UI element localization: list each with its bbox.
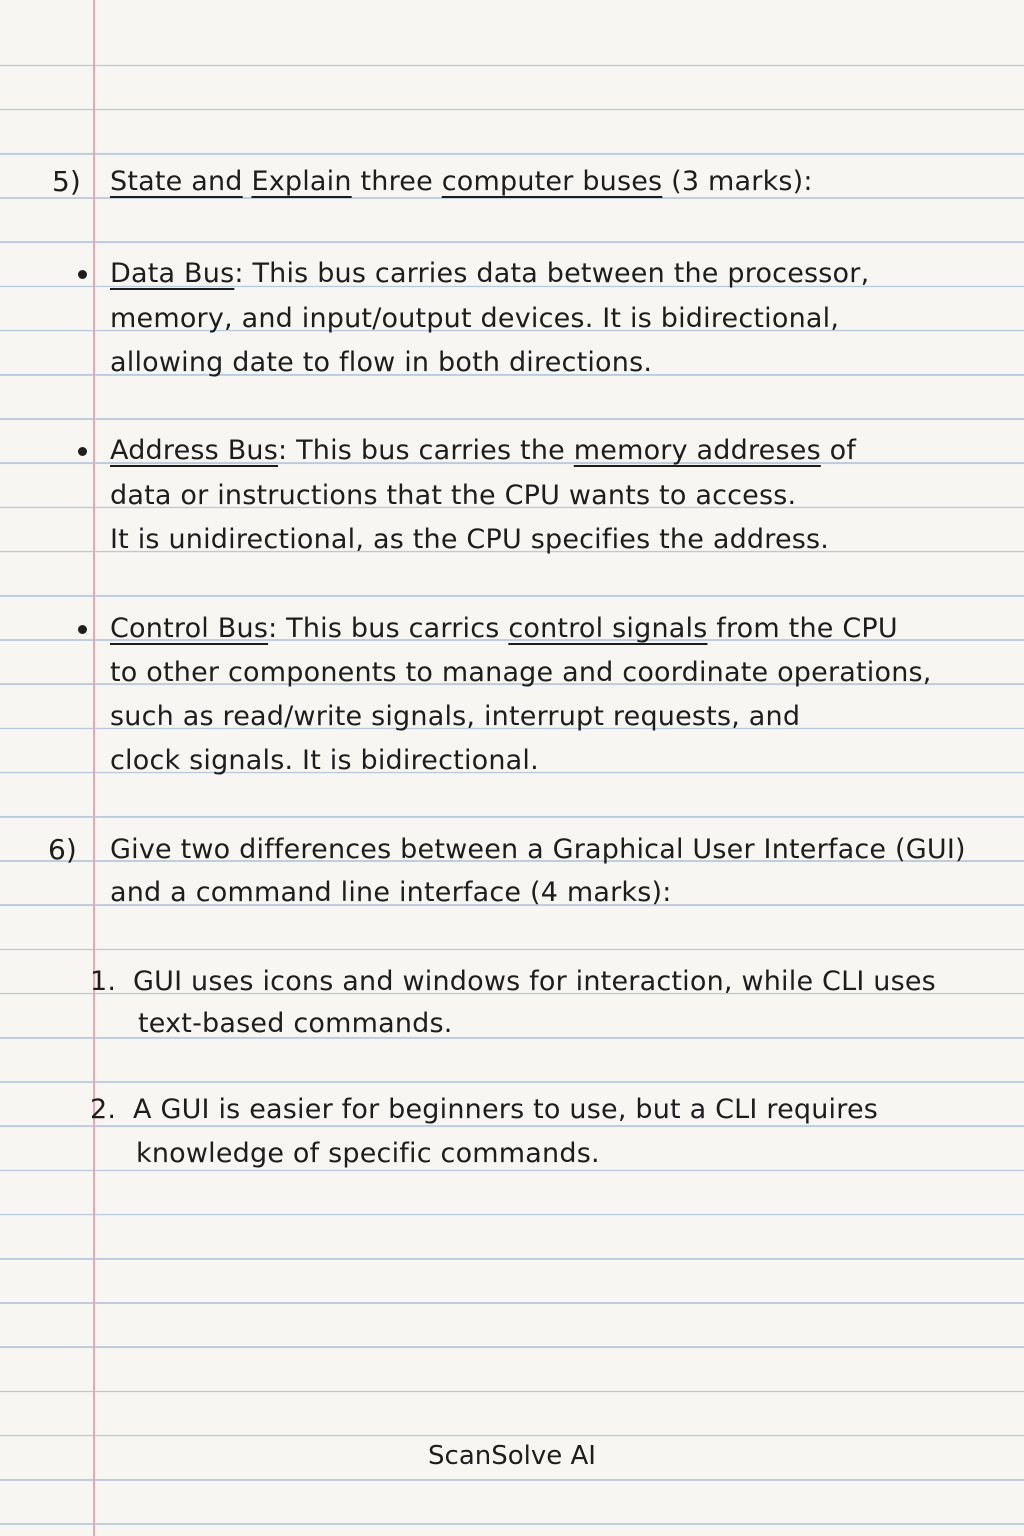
data-bus-text: : This bus carries data between the processor,: [234, 258, 870, 289]
data-bus-term: Data Bus: [110, 258, 235, 289]
item-2-line-2: knowledge of specific commands.: [136, 1138, 600, 1169]
address-bus-line-1: [110, 429, 856, 473]
data-bus-line-3: allowing date to flow in both directions.: [110, 347, 653, 378]
heading-part-explain: Explain: [251, 166, 352, 197]
control-bus-text-post: from the CPU: [716, 613, 898, 644]
question-5-number: 5): [52, 165, 81, 198]
item-2-number: 2.: [90, 1094, 117, 1125]
question-6-heading-line-1: Give two differences between a Graphical User Interface (GUI): [110, 834, 966, 865]
bullet-data-bus: [78, 270, 87, 279]
bullet-control-bus: [78, 625, 87, 634]
control-bus-text-pre: : This bus carrics: [268, 613, 500, 644]
control-bus-line-2: to other components to manage and coordinate operations,: [110, 657, 932, 688]
heading-part-three: three: [360, 166, 433, 197]
data-bus-line-1: [110, 252, 869, 296]
heading-part-state-and: State and: [110, 166, 243, 197]
control-bus-line-3: such as read/write signals, interrupt requests, and: [110, 701, 801, 732]
bullet-address-bus: [78, 447, 87, 456]
heading-part-marks: (3 marks):: [671, 166, 813, 197]
question-5-heading: [110, 160, 813, 204]
control-bus-line-4: clock signals. It is bidirectional.: [110, 745, 539, 776]
data-bus-line-2: memory, and input/output devices. It is bidirectional,: [110, 303, 840, 334]
address-bus-text-pre: : This bus carries the: [278, 435, 565, 466]
item-1-line-1: GUI uses icons and windows for interaction, while CLI uses: [133, 966, 936, 997]
item-2-line-1: A GUI is easier for beginners to use, but a CLI requires: [133, 1094, 879, 1125]
question-6-heading-line-2: and a command line interface (4 marks):: [110, 877, 672, 908]
address-bus-text-post: of: [829, 435, 857, 466]
heading-part-computer-buses: computer buses: [441, 166, 663, 197]
item-1-line-2: text-based commands.: [138, 1008, 453, 1039]
address-bus-line-2: data or instructions that the CPU wants to access.: [110, 480, 797, 511]
control-bus-underlined: control signals: [508, 613, 708, 644]
item-1-number: 1.: [90, 966, 117, 997]
footer-watermark: ScanSolve AI: [428, 1441, 596, 1471]
question-6-number: 6): [48, 833, 77, 866]
address-bus-line-3: It is unidirectional, as the CPU specifies the address.: [110, 524, 830, 555]
margin-line: [93, 0, 95, 1536]
control-bus-line-1: [110, 607, 898, 651]
address-bus-term: Address Bus: [110, 435, 279, 466]
address-bus-underlined: memory addreses: [573, 435, 821, 466]
control-bus-term: Control Bus: [110, 613, 269, 644]
